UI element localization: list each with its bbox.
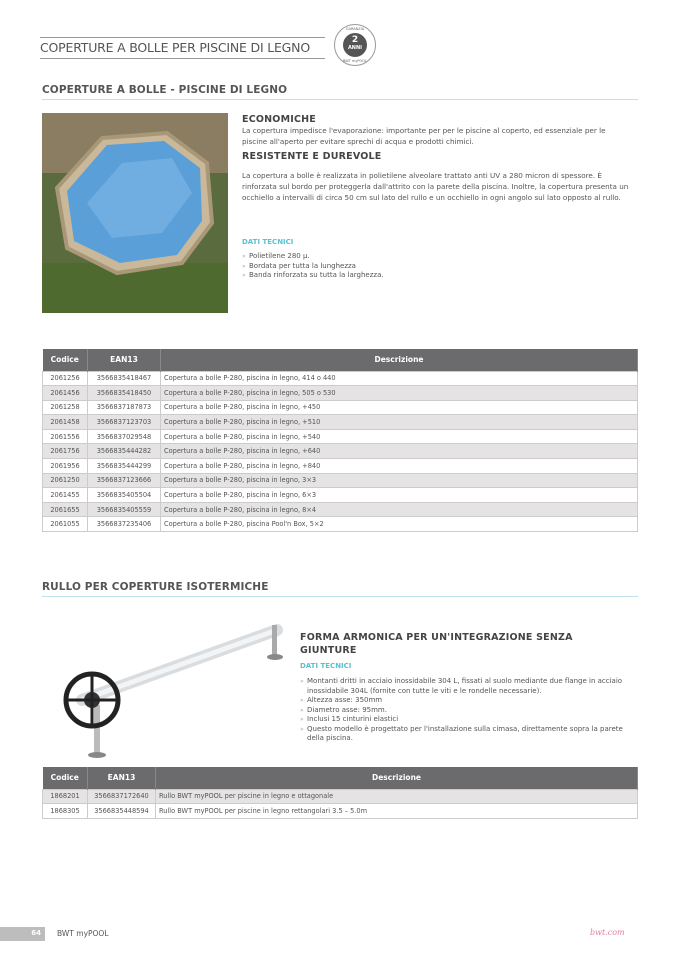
- block-text: La copertura a bolle è realizzata in polietilene alveolare trattato anti UV a 280 micron di spessore. È rinforzata sul bordo per proteggerla dall'attrito con la parete della piscina. Inoltre, la copertura presenta un occhiello a intervalli di circa 50 cm sul lato del rullo e un occhiello in ogni angolo sul lato opposto al rullo.: [242, 171, 629, 202]
- table-row: [43, 804, 638, 819]
- cell-description: Copertura a bolle P-280, piscina in legno, +840: [161, 459, 638, 474]
- page-number: 64: [0, 927, 45, 941]
- cell-ean: 3566837172640: [88, 789, 156, 804]
- table-row: [43, 429, 638, 444]
- block-text: La copertura impedisce l'evaporazione: importante per per le piscine al coperto, ed essenziale per le piscine all'aperto per evitare sprechi di acqua e prodotti chimici.: [242, 126, 606, 146]
- cell-ean: 3566835448594: [88, 804, 156, 819]
- table-row: [43, 517, 638, 532]
- col-header-code: Codice: [43, 767, 88, 789]
- block-title: ECONOMICHE: [242, 114, 316, 125]
- cell-description: Rullo BWT myPOOL per piscine in legno e ottagonale: [156, 789, 638, 804]
- cell-description: Copertura a bolle P-280, piscina in legno, 414 o 440: [161, 371, 638, 386]
- footer-brand: BWT myPOOL: [57, 929, 109, 938]
- badge-number: 2: [351, 35, 359, 45]
- cell-code: 2061556: [43, 429, 88, 444]
- cell-code: 2061250: [43, 473, 88, 488]
- tech-label: DATI TECNICI: [242, 238, 294, 246]
- cell-description: Copertura a bolle P-280, piscina in legno, +640: [161, 444, 638, 459]
- table-row: [43, 488, 638, 503]
- cell-ean: 3566837123703: [88, 415, 161, 430]
- table-row: [43, 444, 638, 459]
- tech-item: » Polietilene 280 µ.: [242, 252, 632, 262]
- cell-code: 2061055: [43, 517, 88, 532]
- tech-item: » Inclusi 15 cinturini elastici: [300, 715, 630, 725]
- cell-code: 2061458: [43, 415, 88, 430]
- tech-item: » Banda rinforzata su tutta la larghezza.: [242, 271, 632, 281]
- tech-item: » Diametro asse: 95mm.: [300, 706, 630, 716]
- cell-ean: 3566837187873: [88, 400, 161, 415]
- tech-label: DATI TECNICI: [300, 662, 352, 670]
- cell-description: Copertura a bolle P-280, piscina in legno, 505 o 530: [161, 386, 638, 401]
- cell-ean: 3566835418467: [88, 371, 161, 386]
- cell-ean: 3566835405559: [88, 502, 161, 517]
- warranty-badge: [334, 24, 376, 66]
- cell-code: 1868305: [43, 804, 88, 819]
- col-header-description: Descrizione: [161, 349, 638, 371]
- table-row: [43, 502, 638, 517]
- cell-code: 2061655: [43, 502, 88, 517]
- cell-ean: 3566835444299: [88, 459, 161, 474]
- cell-ean: 3566835444282: [88, 444, 161, 459]
- cell-description: Copertura a bolle P-280, piscina in legno, +510: [161, 415, 638, 430]
- table-row: [43, 371, 638, 386]
- cell-description: Rullo BWT myPOOL per piscine in legno rettangolari 3.5 – 5.0m: [156, 804, 638, 819]
- col-header-ean: EAN13: [88, 767, 156, 789]
- cell-ean: 3566837029548: [88, 429, 161, 444]
- page-title: COPERTURE A BOLLE PER PISCINE DI LEGNO: [40, 37, 325, 59]
- cell-ean: 3566837123666: [88, 473, 161, 488]
- product-table-covers: [42, 349, 638, 532]
- block-title: RESISTENTE E DUREVOLE: [242, 151, 382, 162]
- tech-list: [300, 677, 630, 744]
- tech-list: [242, 252, 632, 281]
- table-row: [43, 789, 638, 804]
- cell-ean: 3566835418450: [88, 386, 161, 401]
- col-header-code: Codice: [43, 349, 88, 371]
- table-row: [43, 386, 638, 401]
- col-header-ean: EAN13: [88, 349, 161, 371]
- table-row: [43, 459, 638, 474]
- cell-code: 2061456: [43, 386, 88, 401]
- tech-item: » Questo modello è progettato per l'installazione sulla cimasa, direttamente sopra la parete della piscina.: [300, 725, 630, 744]
- cell-code: 2061258: [43, 400, 88, 415]
- badge-top-text: GARANZIA: [345, 27, 365, 31]
- tech-item: » Bordata per tutta la lunghezza: [242, 262, 632, 272]
- section2-description: [300, 631, 630, 744]
- section1-description: [242, 114, 632, 281]
- footer-site: bwt.com: [590, 928, 625, 937]
- cell-code: 2061256: [43, 371, 88, 386]
- cell-ean: 3566835405504: [88, 488, 161, 503]
- cell-code: 2061956: [43, 459, 88, 474]
- tech-item: » Altezza asse: 350mm: [300, 696, 630, 706]
- cell-description: Copertura a bolle P-280, piscina in legno, 8×4: [161, 502, 638, 517]
- cell-description: Copertura a bolle P-280, piscina in legno, 3×3: [161, 473, 638, 488]
- section-heading: COPERTURE A BOLLE - PISCINE DI LEGNO: [42, 84, 638, 100]
- cell-description: Copertura a bolle P-280, piscina Pool'n Box, 5×2: [161, 517, 638, 532]
- table-row: [43, 473, 638, 488]
- cell-ean: 3566837235406: [88, 517, 161, 532]
- cell-code: 2061455: [43, 488, 88, 503]
- table-row: [43, 415, 638, 430]
- col-header-description: Descrizione: [156, 767, 638, 789]
- cell-description: Copertura a bolle P-280, piscina in legno, +450: [161, 400, 638, 415]
- badge-bottom-text: BWT myPOOL: [342, 59, 368, 63]
- pool-cover-image: [42, 113, 228, 313]
- cell-code: 2061756: [43, 444, 88, 459]
- block-title: FORMA ARMONICA PER UN'INTEGRAZIONE SENZA GIUNTURE: [300, 632, 573, 656]
- table-row: [43, 400, 638, 415]
- product-table-rollers: [42, 767, 638, 819]
- tech-item: » Montanti dritti in acciaio inossidabile 304 L, fissati al suolo mediante due flange in acciaio inossidabile 304L (fornite con tutte le viti e le rondelle necessarie).: [300, 677, 630, 696]
- badge-unit: ANNI: [347, 45, 363, 51]
- cell-code: 1868201: [43, 789, 88, 804]
- cell-description: Copertura a bolle P-280, piscina in legno, +540: [161, 429, 638, 444]
- section-heading: RULLO PER COPERTURE ISOTERMICHE: [42, 581, 638, 597]
- cell-description: Copertura a bolle P-280, piscina in legno, 6×3: [161, 488, 638, 503]
- roller-image: [42, 605, 290, 762]
